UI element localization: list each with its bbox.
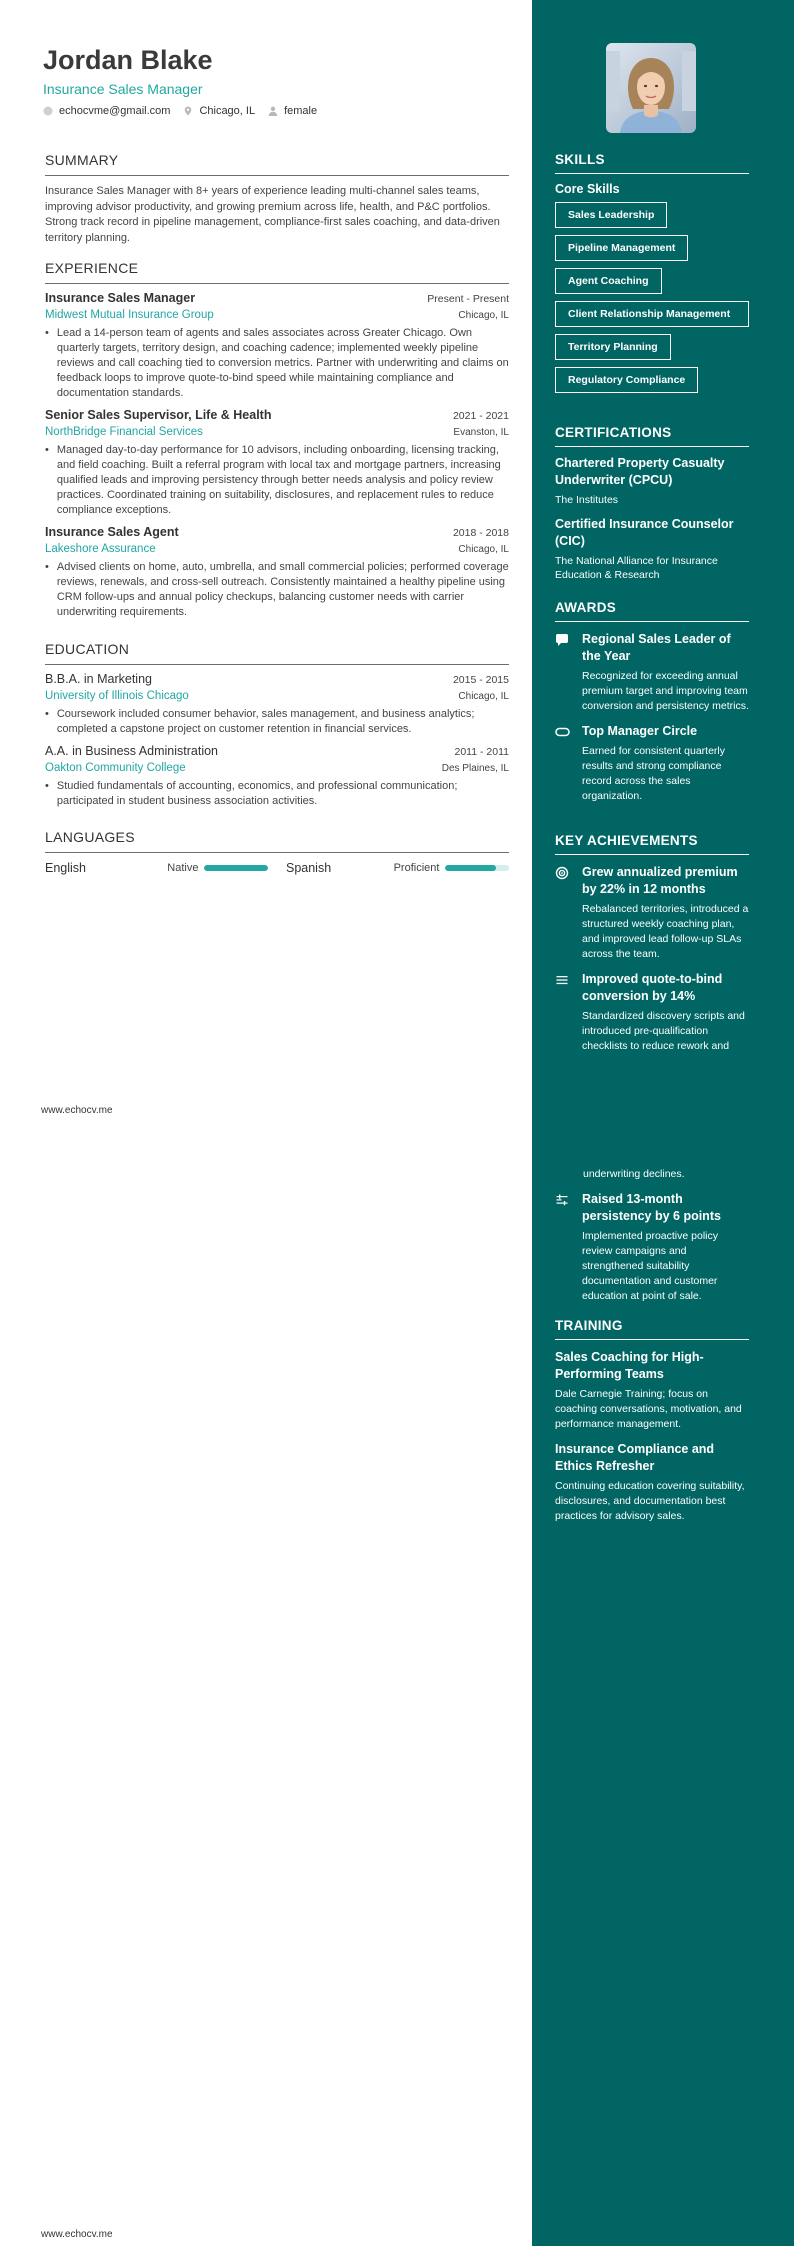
achievement-item bbox=[555, 971, 749, 1054]
contact-location bbox=[183, 105, 255, 117]
school-location: Des Plaines, IL bbox=[441, 763, 509, 774]
education-bullet: • Coursework included consumer behavior, sales management, and business analytics; completed a capstone project on customer retention in financial services. bbox=[45, 708, 475, 735]
experience-entry bbox=[45, 524, 509, 620]
training-description: Dale Carnegie Training; focus on coaching conversations, motivation, and performance management. bbox=[555, 1388, 742, 1430]
person-icon bbox=[268, 106, 278, 116]
achievement-item bbox=[555, 864, 749, 962]
job-dates: 2018 - 2018 bbox=[452, 527, 509, 539]
training-name: Insurance Compliance and Ethics Refresher bbox=[555, 1442, 715, 1473]
language-bar-fill bbox=[445, 865, 496, 871]
awards-heading: AWARDS bbox=[555, 600, 749, 622]
training-heading: TRAINING bbox=[555, 1318, 749, 1340]
certifications-heading: CERTIFICATIONS bbox=[555, 425, 749, 447]
skill-chip: Sales Leadership bbox=[555, 202, 667, 228]
email-icon bbox=[43, 106, 53, 116]
language-level: Native bbox=[167, 862, 199, 874]
skill-chip: Territory Planning bbox=[555, 334, 671, 360]
achievement-title: Grew annualized premium by 22% in 12 months bbox=[582, 865, 738, 896]
achievements-section bbox=[555, 833, 749, 1054]
location-text: Chicago, IL bbox=[199, 105, 256, 117]
company-name: Midwest Mutual Insurance Group bbox=[45, 309, 214, 321]
training-name: Sales Coaching for High-Performing Teams bbox=[555, 1350, 704, 1381]
contact-gender bbox=[268, 105, 317, 117]
degree-name: A.A. in Business Administration bbox=[45, 744, 218, 758]
achievements-heading: KEY ACHIEVEMENTS bbox=[555, 833, 749, 855]
achievement-item bbox=[555, 1191, 749, 1304]
sliders-icon bbox=[555, 1193, 569, 1207]
achievement-title: Raised 13-month persistency by 6 points bbox=[582, 1192, 721, 1223]
certification-org: The National Alliance for Insurance Education & Research bbox=[555, 554, 718, 581]
education-dates: 2011 - 2011 bbox=[454, 746, 509, 758]
skill-chip: Regulatory Compliance bbox=[555, 367, 698, 393]
skill-chip: Pipeline Management bbox=[555, 235, 688, 261]
company-name: Lakeshore Assurance bbox=[45, 543, 156, 555]
education-dates: 2015 - 2015 bbox=[452, 674, 509, 686]
job-bullet: • Advised clients on home, auto, umbrella, and small commercial policies; performed coverage reviews, renewals, and cross-sell outreach. Consistently maintained a healthy pipeline using CRM follow-ups and annual policy checkups, balancing customer needs with carrier underwriting requirements. bbox=[45, 561, 509, 618]
language-level: Proficient bbox=[393, 862, 440, 874]
location-pin-icon bbox=[183, 106, 193, 116]
skills-chips bbox=[555, 202, 749, 393]
language-name: Spanish bbox=[285, 861, 332, 875]
job-location: Evanston, IL bbox=[453, 427, 509, 438]
footer-link[interactable]: www.echocv.me bbox=[41, 2229, 113, 2240]
school-location: Chicago, IL bbox=[458, 691, 509, 702]
job-bullet: • Lead a 14-person team of agents and sales associates across Greater Chicago. Own quarterly targets, territory design, and coaching cadence; implemented weekly pipeline reviews and call coaching tied to conversion metrics. Partner with underwriting and claims on feedback loops to improve quote-to-bind speed while maintaining compliance and documentation standards. bbox=[45, 327, 509, 399]
certification-org: The Institutes bbox=[555, 494, 619, 506]
award-description: Recognized for exceeding annual premium target and improving team conversion and persistency metrics. bbox=[582, 670, 749, 712]
experience-heading: EXPERIENCE bbox=[45, 260, 509, 284]
footer-link[interactable]: www.echocv.me bbox=[41, 1105, 113, 1116]
award-title: Regional Sales Leader of the Year bbox=[582, 632, 731, 663]
language-bar bbox=[204, 865, 268, 871]
education-entry bbox=[45, 743, 509, 809]
experience-entry bbox=[45, 407, 509, 518]
language-name: English bbox=[45, 861, 86, 875]
job-location: Chicago, IL bbox=[458, 544, 509, 555]
experience-entry bbox=[45, 290, 509, 401]
job-title: Insurance Sales Agent bbox=[45, 525, 179, 539]
school-name: University of Illinois Chicago bbox=[45, 690, 189, 702]
email-text: echocvme@gmail.com bbox=[59, 105, 171, 117]
achievement-description: Rebalanced territories, introduced a structured weekly coaching plan, and improved lead follow-up SLAs across the team. bbox=[582, 903, 749, 960]
portrait-image bbox=[606, 43, 696, 133]
achievements-continued bbox=[583, 1163, 749, 1304]
achievement-description-continued: underwriting declines. bbox=[583, 1168, 685, 1180]
education-bullet: • Studied fundamentals of accounting, economics, and professional communication; participated in student business association activities. bbox=[45, 780, 458, 807]
company-name: NorthBridge Financial Services bbox=[45, 426, 203, 438]
languages-heading: LANGUAGES bbox=[45, 829, 509, 853]
award-title: Top Manager Circle bbox=[582, 724, 698, 738]
awards-section bbox=[555, 600, 749, 804]
skills-heading: SKILLS bbox=[555, 152, 749, 174]
job-dates: 2021 - 2021 bbox=[452, 410, 509, 422]
candidate-name: Jordan Blake bbox=[43, 45, 213, 75]
job-title: Insurance Sales Manager bbox=[45, 291, 196, 305]
training-section bbox=[555, 1318, 749, 1524]
job-location: Chicago, IL bbox=[458, 310, 509, 321]
ticket-icon bbox=[555, 726, 570, 738]
skills-section bbox=[555, 152, 749, 400]
education-section bbox=[45, 641, 509, 809]
job-dates: Present - Present bbox=[427, 293, 509, 305]
experience-section bbox=[45, 260, 509, 620]
award-description: Earned for consistent quarterly results and strong compliance record across the sales organization. bbox=[582, 745, 725, 802]
award-item bbox=[555, 723, 749, 804]
list-icon bbox=[555, 973, 569, 987]
candidate-title: Insurance Sales Manager bbox=[43, 81, 203, 97]
education-heading: EDUCATION bbox=[45, 641, 509, 665]
language-row bbox=[45, 860, 509, 876]
profile-photo bbox=[606, 43, 696, 133]
summary-text: Insurance Sales Manager with 8+ years of experience leading multi-channel sales teams, improving advisor productivity, and growing premium across life, health, and P&C portfolios. Strong track record in pipeline management, compliance-first sales coaching, and data-driven territory planning. bbox=[45, 185, 500, 244]
resume-header bbox=[43, 44, 513, 117]
skill-chip: Client Relationship Management bbox=[555, 301, 749, 327]
language-bar bbox=[445, 865, 509, 871]
gender-text: female bbox=[284, 105, 318, 117]
degree-name: B.B.A. in Marketing bbox=[45, 672, 152, 686]
award-item bbox=[555, 631, 749, 714]
contact-row bbox=[43, 105, 513, 117]
summary-section bbox=[45, 152, 509, 246]
achievement-description: Standardized discovery scripts and introduced pre-qualification checklists to reduce rework and bbox=[582, 1010, 745, 1052]
summary-heading: SUMMARY bbox=[45, 152, 509, 176]
achievement-description: Implemented proactive policy review campaigns and strengthened suitability documentation and customer education at point of sale. bbox=[582, 1230, 718, 1302]
education-entry bbox=[45, 671, 509, 737]
languages-section bbox=[45, 829, 509, 876]
school-name: Oakton Community College bbox=[45, 762, 186, 774]
contact-email[interactable] bbox=[43, 105, 170, 117]
job-title: Senior Sales Supervisor, Life & Health bbox=[45, 408, 272, 422]
achievement-title: Improved quote-to-bind conversion by 14% bbox=[582, 972, 723, 1003]
skill-chip: Agent Coaching bbox=[555, 268, 662, 294]
training-description: Continuing education covering suitability, disclosures, and documentation best practices for advisory sales. bbox=[555, 1480, 745, 1522]
certifications-section bbox=[555, 425, 749, 583]
certification-name: Chartered Property Casualty Underwriter (CPCU) bbox=[555, 456, 725, 487]
target-icon bbox=[555, 866, 569, 880]
certification-name: Certified Insurance Counselor (CIC) bbox=[555, 516, 734, 548]
language-bar-fill bbox=[204, 865, 268, 871]
skills-group-label: Core Skills bbox=[555, 182, 620, 196]
job-bullet: • Managed day-to-day performance for 10 advisors, including onboarding, licensing tracking, and field coaching. Built a referral program with local tax and mortgage partners, increasing qualified leads and improving persistency through better needs analysis and policy review practices. Coordinated training on suitability, disclosures, and replacement rules to reduce compliance exceptions. bbox=[45, 444, 501, 516]
chat-bubble-icon bbox=[555, 633, 569, 647]
